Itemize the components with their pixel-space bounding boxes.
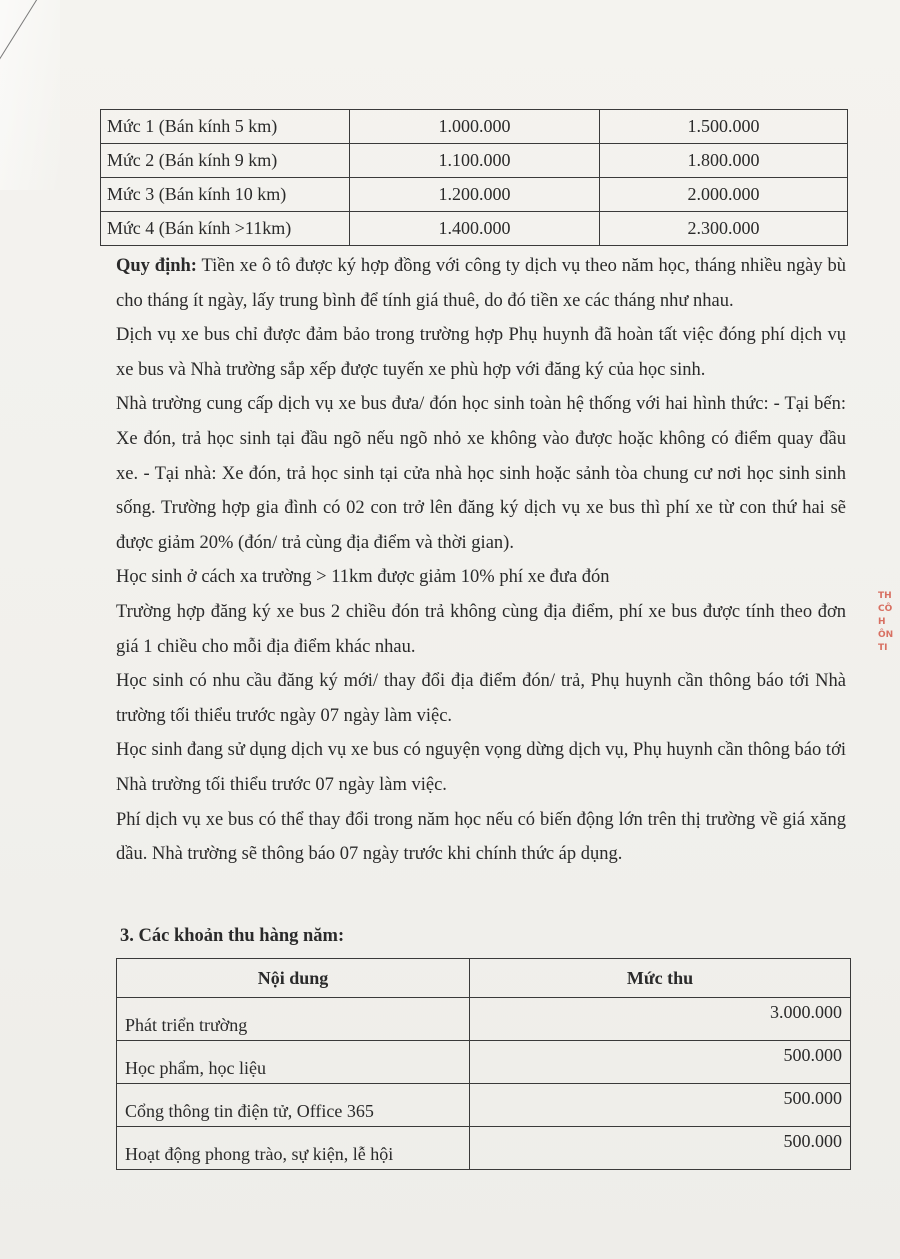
stamp-text: TH — [878, 591, 892, 601]
section-title: 3. Các khoản thu hàng năm: — [120, 926, 345, 946]
bus-fee-cell: 2.000.000 — [600, 178, 848, 212]
fee-item-cell: Hoạt động phong trào, sự kiện, lễ hội — [117, 1127, 470, 1170]
regulation-paragraph: Dịch vụ xe bus chỉ được đảm bảo trong trường hợp Phụ huynh đã hoàn tất việc đóng phí dịch vụ xe bus và Nhà trường sắp xếp được tuyến xe phù hợp với đăng ký của học sinh. — [116, 325, 846, 380]
fee-amount-cell: 500.000 — [470, 1041, 851, 1084]
fee-amount-cell: 500.000 — [470, 1084, 851, 1127]
regulations-label: Quy định: — [116, 256, 197, 276]
stamp-text: ÔN — [878, 630, 894, 640]
table-row — [101, 178, 848, 212]
bus-level-cell: Mức 2 (Bán kính 9 km) — [101, 144, 350, 178]
regulations-section — [116, 249, 846, 872]
table-row — [101, 144, 848, 178]
bus-fee-cell: 1.200.000 — [350, 178, 600, 212]
fee-item-cell: Phát triển trường — [117, 998, 470, 1041]
bus-level-cell: Mức 3 (Bán kính 10 km) — [101, 178, 350, 212]
table-row — [117, 1041, 851, 1084]
regulation-paragraph: Phí dịch vụ xe bus có thể thay đổi trong năm học nếu có biến động lớn trên thị trường về giá xăng dầu. Nhà trường sẽ thông báo 07 ngày trước khi chính thức áp dụng. — [116, 809, 846, 865]
bus-fee-cell: 2.300.000 — [600, 212, 848, 246]
regulation-paragraph: Trường hợp đăng ký xe bus 2 chiều đón trả không cùng địa điểm, phí xe bus được tính theo đơn giá 1 chiều cho mỗi địa điểm khác nhau. — [116, 601, 846, 657]
annual-fee-table — [116, 958, 851, 1170]
stamp-text: CÔ — [878, 604, 893, 614]
table-row — [117, 1084, 851, 1127]
red-stamp-edge — [878, 590, 900, 740]
regulation-paragraph: Nhà trường cung cấp dịch vụ xe bus đưa/ đón học sinh toàn hệ thống với hai hình thức: - Tại bến: Xe đón, trả học sinh tại đầu ngõ nếu ngõ nhỏ xe không vào được hoặc không có điểm quay đầu xe. - Tại nhà: Xe đón, trả học sinh tại cửa nhà học sinh hoặc sảnh tòa chung cư nơi học sinh sinh sống. Trường hợp gia đình có 02 con trở lên đăng ký dịch vụ xe bus thì phí xe từ con thứ hai sẽ được giảm 20% (đón/ trả cùng địa điểm và thời gian). — [116, 394, 846, 553]
regulation-paragraph: Học sinh đang sử dụng dịch vụ xe bus có nguyện vọng dừng dịch vụ, Phụ huynh cần thông báo tới Nhà trường tối thiểu trước 07 ngày làm việc. — [116, 740, 846, 795]
table-row — [117, 1127, 851, 1170]
bus-fee-cell: 1.400.000 — [350, 212, 600, 246]
table-header-row — [117, 959, 851, 998]
column-header-amount: Mức thu — [470, 959, 851, 998]
table-row — [117, 998, 851, 1041]
bus-fee-cell: 1.100.000 — [350, 144, 600, 178]
table-row — [101, 212, 848, 246]
regulation-paragraph — [116, 249, 846, 318]
stamp-text: H — [878, 617, 886, 627]
table-row — [101, 110, 848, 144]
bus-level-cell: Mức 4 (Bán kính >11km) — [101, 212, 350, 246]
fee-amount-cell: 500.000 — [470, 1127, 851, 1170]
stamp-text: TI — [878, 643, 888, 653]
bus-level-cell: Mức 1 (Bán kính 5 km) — [101, 110, 350, 144]
bus-fee-cell: 1.800.000 — [600, 144, 848, 178]
bus-fee-cell: 1.500.000 — [600, 110, 848, 144]
fee-item-cell: Học phẩm, học liệu — [117, 1041, 470, 1084]
fee-item-cell: Cổng thông tin điện tử, Office 365 — [117, 1084, 470, 1127]
column-header-content: Nội dung — [117, 959, 470, 998]
regulation-paragraph: Học sinh ở cách xa trường > 11km được giảm 10% phí xe đưa đón — [116, 567, 610, 588]
regulation-paragraph: Học sinh có nhu cầu đăng ký mới/ thay đổi địa điểm đón/ trả, Phụ huynh cần thông báo tới Nhà trường tối thiểu trước ngày 07 ngày làm việc. — [116, 671, 846, 726]
bus-fee-table — [100, 109, 848, 246]
fee-amount-cell: 3.000.000 — [470, 998, 851, 1041]
page-fold-shadow — [0, 0, 60, 190]
regulation-text: Tiền xe ô tô được ký hợp đồng với công ty dịch vụ theo năm học, tháng nhiều ngày bù cho tháng ít ngày, lấy trung bình để tính giá thuê, do đó tiền xe các tháng như nhau. — [116, 256, 846, 311]
bus-fee-cell: 1.000.000 — [350, 110, 600, 144]
